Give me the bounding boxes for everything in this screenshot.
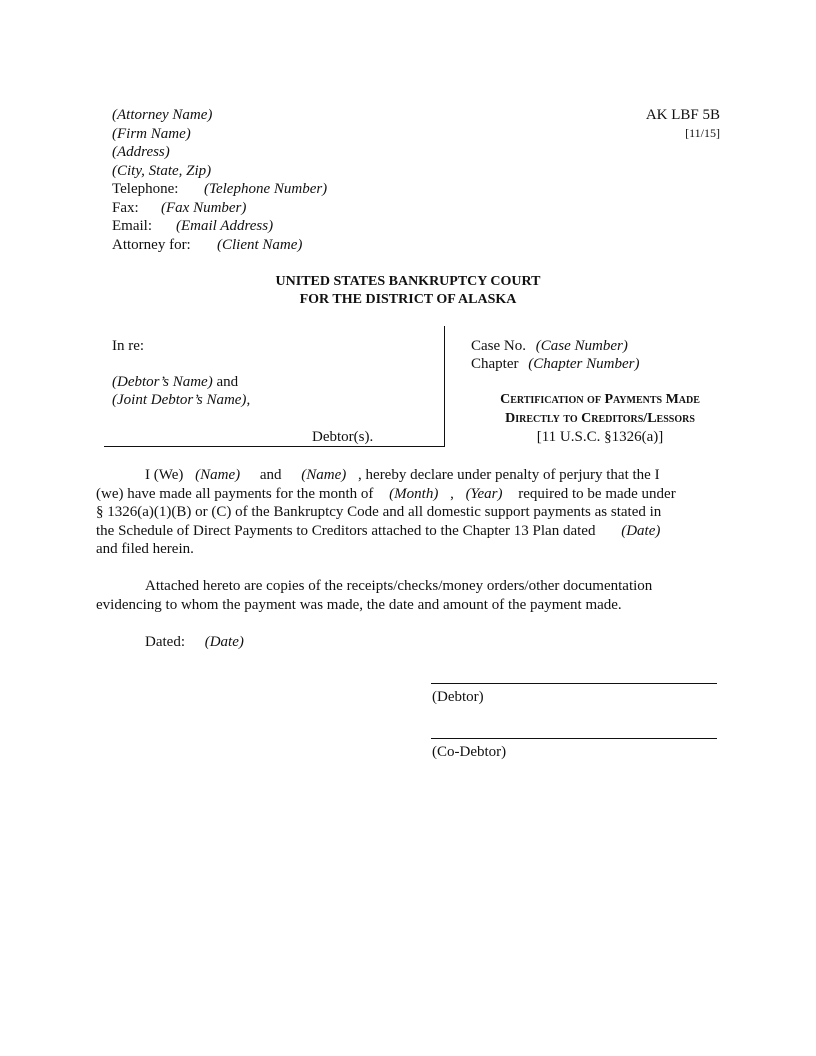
debtors-label: Debtor(s). — [312, 429, 374, 445]
debtor-name-line — [112, 373, 238, 391]
client-name: (Client Name) — [217, 237, 303, 253]
attorney-city-state-zip: (City, State, Zip) — [112, 163, 212, 179]
email-value: (Email Address) — [176, 218, 274, 234]
form-code: AK LBF 5B — [645, 107, 720, 123]
fax-label: Fax: — [112, 200, 139, 216]
plan-date-field: (Date) — [621, 523, 661, 539]
attorney-for-label: Attorney for: — [112, 237, 191, 253]
para2-line2: evidencing to whom the payment was made, the date and amount of the payment made. — [96, 597, 622, 613]
caption-bottom-rule — [104, 446, 445, 447]
court-name: UNITED STATES BANKRUPTCY COURT — [275, 274, 541, 289]
para1-text-f: the Schedule of Direct Payments to Creditors attached to the Chapter 13 Plan dated — [96, 523, 596, 539]
para1-line5: and filed herein. — [96, 541, 194, 557]
para1-line2 — [96, 485, 676, 503]
form-revision: [11/15] — [685, 126, 720, 140]
year-field: (Year) — [465, 486, 503, 502]
document-title-line1: Certification of Payments Made — [500, 392, 700, 407]
email-label: Email: — [112, 218, 152, 234]
para1-line4 — [96, 522, 660, 540]
chapter-number: (Chapter Number) — [528, 356, 640, 372]
debtor-signature-label: (Debtor) — [432, 689, 484, 705]
name-field-1: (Name) — [195, 467, 241, 483]
case-number-line — [471, 337, 628, 355]
para1-text-e: required to be made under — [518, 486, 676, 502]
fax-value: (Fax Number) — [161, 200, 247, 216]
para1-line3: § 1326(a)(1)(B) or (C) of the Bankruptcy Code and all domestic support payments as stated in — [96, 504, 662, 520]
joint-debtor-name: (Joint Debtor’s Name) — [112, 392, 247, 408]
firm-name: (Firm Name) — [112, 126, 191, 142]
document-title-line2: Directly to Creditors/Lessors — [505, 411, 695, 426]
para1-text-d: (we) have made all payments for the month of — [96, 486, 374, 502]
joint-debtor-line — [112, 391, 250, 409]
statute-reference: [11 U.S.C. §1326(a)] — [536, 429, 664, 445]
caption-vertical-rule — [444, 326, 445, 447]
telephone-value: (Telephone Number) — [204, 181, 328, 197]
case-no-label: Case No. — [471, 338, 526, 354]
co-debtor-signature-line[interactable] — [431, 738, 717, 739]
para1-text-b: and — [259, 467, 282, 483]
para1-text-a: I (We) — [145, 467, 184, 483]
in-re-label: In re: — [112, 338, 145, 354]
dated-value: (Date) — [204, 634, 244, 650]
para1-text-c: , hereby declare under penalty of perjury that the I — [358, 467, 660, 483]
co-debtor-signature-label: (Co-Debtor) — [432, 744, 507, 760]
debtor-signature-line[interactable] — [431, 683, 717, 684]
and-text: and — [212, 374, 239, 390]
month-field: (Month) — [389, 486, 439, 502]
debtor-name: (Debtor’s Name) — [112, 374, 213, 390]
dated-label: Dated: — [145, 634, 185, 650]
attorney-name: (Attorney Name) — [112, 107, 213, 123]
para2-line1: Attached hereto are copies of the receipts/checks/money orders/other documentation — [145, 578, 653, 594]
court-district: FOR THE DISTRICT OF ALASKA — [299, 292, 517, 307]
chapter-label: Chapter — [471, 356, 519, 372]
case-number: (Case Number) — [535, 338, 628, 354]
comma-text: , — [246, 392, 251, 408]
telephone-label: Telephone: — [112, 181, 179, 197]
attorney-address: (Address) — [112, 144, 170, 160]
chapter-line — [471, 355, 639, 373]
dated-line — [145, 633, 244, 651]
name-field-2: (Name) — [301, 467, 347, 483]
para1-comma: , — [450, 486, 454, 502]
para1-line1 — [145, 466, 660, 484]
